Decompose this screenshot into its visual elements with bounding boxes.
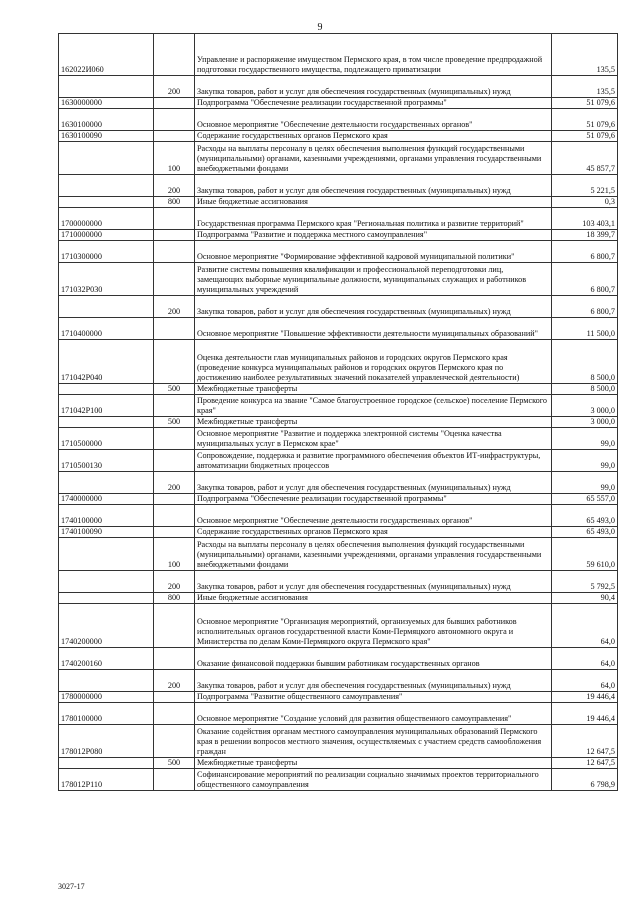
code-cell: 1710300000 — [59, 241, 154, 263]
code-cell: 1710500130 — [59, 450, 154, 472]
amount-cell: 6 800,7 — [552, 263, 618, 296]
code-cell: 1740000000 — [59, 494, 154, 505]
description-cell: Основное мероприятие "Организация мероприятий, организуемых для бывших работников исполнительных органов государственной власти Коми-Пермяцкого автономного округа и Министерства по делам Коми-Пермяцкого округа Пермского края" — [195, 604, 552, 648]
table-row — [59, 670, 618, 692]
expense-type-cell — [154, 241, 195, 263]
description-cell: Оценка деятельности глав муниципальных районов и городских округов Пермского края (проведение конкурса муниципальных районов и городских округов Пермского края по достижению наиболее результативных значений показателей управленческой деятельности) — [195, 340, 552, 384]
expense-type-cell — [154, 109, 195, 131]
expense-type-cell: 200 — [154, 76, 195, 98]
code-cell: 1710400000 — [59, 318, 154, 340]
description-cell: Содержание государственных органов Пермского края — [195, 131, 552, 142]
description-cell: Основное мероприятие "Развитие и поддержка электронной системы "Оценка качества муниципальных услуг в Пермском крае" — [195, 428, 552, 450]
description-cell: Основное мероприятие "Создание условий для развития общественного самоуправления" — [195, 703, 552, 725]
expense-type-cell — [154, 395, 195, 417]
description-cell: Оказание содействия органам местного самоуправления муниципальных образований Пермского края в решении вопросов местного значения, осуществляемых с участием средств самообложения граждан — [195, 725, 552, 758]
table-row — [59, 428, 618, 450]
amount-cell: 45 857,7 — [552, 142, 618, 175]
table-row — [59, 142, 618, 175]
code-cell — [59, 76, 154, 98]
table-row — [59, 648, 618, 670]
amount-cell: 103 403,1 — [552, 208, 618, 230]
expense-type-cell: 100 — [154, 538, 195, 571]
description-cell: Закупка товаров, работ и услуг для обеспечения государственных (муниципальных) нужд — [195, 571, 552, 593]
table-row — [59, 395, 618, 417]
table-row — [59, 417, 618, 428]
description-cell: Основное мероприятие "Обеспечение деятельности государственных органов" — [195, 109, 552, 131]
table-row — [59, 538, 618, 571]
description-cell: Проведение конкурса на звание "Самое благоустроенное городское (сельское) поселение Пермского края" — [195, 395, 552, 417]
code-cell — [59, 296, 154, 318]
description-cell: Иные бюджетные ассигнования — [195, 197, 552, 208]
table-row — [59, 34, 618, 76]
description-cell: Подпрограмма "Обеспечение реализации государственной программы" — [195, 494, 552, 505]
code-cell: 1630100090 — [59, 131, 154, 142]
amount-cell: 59 610,0 — [552, 538, 618, 571]
description-cell: Расходы на выплаты персоналу в целях обеспечения выполнения функций государственными (муниципальными) органами, казенными учреждениями, органами управления государственными внебюджетными фондами — [195, 142, 552, 175]
expense-type-cell: 500 — [154, 384, 195, 395]
expense-type-cell: 200 — [154, 571, 195, 593]
table-row — [59, 131, 618, 142]
amount-cell: 135,5 — [552, 76, 618, 98]
amount-cell: 5 221,5 — [552, 175, 618, 197]
table-row — [59, 472, 618, 494]
code-cell: 1630100000 — [59, 109, 154, 131]
amount-cell: 3 000,0 — [552, 417, 618, 428]
amount-cell: 99,0 — [552, 472, 618, 494]
code-cell — [59, 571, 154, 593]
table-row — [59, 296, 618, 318]
code-cell: 1700000000 — [59, 208, 154, 230]
code-cell: 1740100000 — [59, 505, 154, 527]
amount-cell: 51 079,6 — [552, 109, 618, 131]
description-cell: Межбюджетные трансферты — [195, 384, 552, 395]
amount-cell: 3 000,0 — [552, 395, 618, 417]
table-row — [59, 76, 618, 98]
expense-type-cell — [154, 769, 195, 791]
code-cell — [59, 593, 154, 604]
amount-cell: 64,0 — [552, 670, 618, 692]
amount-cell: 64,0 — [552, 648, 618, 670]
table-row — [59, 692, 618, 703]
amount-cell: 65 557,0 — [552, 494, 618, 505]
amount-cell: 12 647,5 — [552, 725, 618, 758]
table-row — [59, 527, 618, 538]
code-cell: 1710500000 — [59, 428, 154, 450]
table-row — [59, 604, 618, 648]
expense-type-cell: 800 — [154, 197, 195, 208]
expense-type-cell — [154, 505, 195, 527]
code-cell: 1630000000 — [59, 98, 154, 109]
description-cell: Основное мероприятие "Повышение эффективности деятельности муниципальных образований" — [195, 318, 552, 340]
table-row — [59, 109, 618, 131]
table-row — [59, 571, 618, 593]
amount-cell: 6 798,9 — [552, 769, 618, 791]
description-cell: Подпрограмма "Обеспечение реализации государственной программы" — [195, 98, 552, 109]
expense-type-cell — [154, 131, 195, 142]
expense-type-cell — [154, 604, 195, 648]
code-cell: 1740100090 — [59, 527, 154, 538]
amount-cell: 51 079,6 — [552, 98, 618, 109]
code-cell — [59, 142, 154, 175]
description-cell: Основное мероприятие "Формирование эффективной кадровой муниципальной политики" — [195, 241, 552, 263]
table-row — [59, 769, 618, 791]
amount-cell: 5 792,5 — [552, 571, 618, 593]
table-row — [59, 340, 618, 384]
description-cell: Софинансирование мероприятий по реализации социально значимых проектов территориального общественного самоуправления — [195, 769, 552, 791]
table-row — [59, 703, 618, 725]
amount-cell: 12 647,5 — [552, 758, 618, 769]
amount-cell: 6 800,7 — [552, 241, 618, 263]
expense-type-cell: 200 — [154, 670, 195, 692]
code-cell: 171032Р030 — [59, 263, 154, 296]
expense-type-cell — [154, 340, 195, 384]
table-row — [59, 505, 618, 527]
amount-cell: 8 500,0 — [552, 384, 618, 395]
footer-code: 3027-17 — [58, 882, 85, 891]
code-cell — [59, 670, 154, 692]
amount-cell: 0,3 — [552, 197, 618, 208]
description-cell: Подпрограмма "Развитие общественного самоуправления" — [195, 692, 552, 703]
description-cell: Содержание государственных органов Пермского края — [195, 527, 552, 538]
description-cell: Межбюджетные трансферты — [195, 758, 552, 769]
description-cell: Сопровождение, поддержка и развитие программного обеспечения объектов ИТ-инфраструктуры, автоматизации бюджетных процессов — [195, 450, 552, 472]
code-cell: 1780000000 — [59, 692, 154, 703]
description-cell: Закупка товаров, работ и услуг для обеспечения государственных (муниципальных) нужд — [195, 175, 552, 197]
table-row — [59, 450, 618, 472]
expense-type-cell: 500 — [154, 758, 195, 769]
expense-type-cell — [154, 450, 195, 472]
table-row — [59, 208, 618, 230]
table-row — [59, 197, 618, 208]
table-row — [59, 593, 618, 604]
amount-cell: 8 500,0 — [552, 340, 618, 384]
amount-cell: 135,5 — [552, 34, 618, 76]
code-cell: 1740200000 — [59, 604, 154, 648]
table-row — [59, 384, 618, 395]
description-cell: Развитие системы повышения квалификации и профессиональной переподготовки лиц, замещающих выборные муниципальные должности, муниципальных служащих и работников муниципальных учреждений — [195, 263, 552, 296]
expense-type-cell — [154, 230, 195, 241]
table-row — [59, 230, 618, 241]
amount-cell: 19 446,4 — [552, 703, 618, 725]
amount-cell: 99,0 — [552, 428, 618, 450]
expense-type-cell — [154, 703, 195, 725]
description-cell: Управление и распоряжение имуществом Пермского края, в том числе проведение предпродажной подготовки государственного имущества, подлежащего приватизации — [195, 34, 552, 76]
description-cell: Закупка товаров, работ и услуг для обеспечения государственных (муниципальных) нужд — [195, 76, 552, 98]
expense-type-cell: 800 — [154, 593, 195, 604]
table-row — [59, 758, 618, 769]
description-cell: Подпрограмма "Развитие и поддержка местного самоуправления" — [195, 230, 552, 241]
amount-cell: 64,0 — [552, 604, 618, 648]
description-cell: Закупка товаров, работ и услуг для обеспечения государственных (муниципальных) нужд — [195, 670, 552, 692]
code-cell — [59, 175, 154, 197]
table-row — [59, 175, 618, 197]
code-cell — [59, 197, 154, 208]
description-cell: Оказание финансовой поддержки бывшим работникам государственных органов — [195, 648, 552, 670]
expense-type-cell — [154, 318, 195, 340]
description-cell: Расходы на выплаты персоналу в целях обеспечения выполнения функций государственными (муниципальными) органами, казенными учреждениями, органами управления государственными внебюджетными фондами — [195, 538, 552, 571]
expense-type-cell — [154, 34, 195, 76]
expense-type-cell: 200 — [154, 472, 195, 494]
expense-type-cell — [154, 527, 195, 538]
code-cell: 178012Р080 — [59, 725, 154, 758]
expense-type-cell — [154, 692, 195, 703]
amount-cell: 65 493,0 — [552, 505, 618, 527]
code-cell — [59, 538, 154, 571]
code-cell — [59, 417, 154, 428]
table-row — [59, 494, 618, 505]
description-cell: Государственная программа Пермского края "Региональная политика и развитие территорий" — [195, 208, 552, 230]
amount-cell: 65 493,0 — [552, 527, 618, 538]
table-row — [59, 241, 618, 263]
expense-type-cell — [154, 648, 195, 670]
amount-cell: 90,4 — [552, 593, 618, 604]
expense-type-cell — [154, 208, 195, 230]
description-cell: Закупка товаров, работ и услуг для обеспечения государственных (муниципальных) нужд — [195, 472, 552, 494]
code-cell: 1780100000 — [59, 703, 154, 725]
amount-cell: 11 500,0 — [552, 318, 618, 340]
code-cell: 171042Р100 — [59, 395, 154, 417]
expense-type-cell: 200 — [154, 296, 195, 318]
code-cell: 178012Р110 — [59, 769, 154, 791]
expense-type-cell: 200 — [154, 175, 195, 197]
expense-type-cell — [154, 98, 195, 109]
amount-cell: 19 446,4 — [552, 692, 618, 703]
budget-table-body — [59, 34, 618, 791]
code-cell: 171042Р040 — [59, 340, 154, 384]
amount-cell: 51 079,6 — [552, 131, 618, 142]
code-cell: 1710000000 — [59, 230, 154, 241]
amount-cell: 18 399,7 — [552, 230, 618, 241]
expense-type-cell — [154, 494, 195, 505]
expense-type-cell: 500 — [154, 417, 195, 428]
description-cell: Межбюджетные трансферты — [195, 417, 552, 428]
table-row — [59, 318, 618, 340]
code-cell: 1740200160 — [59, 648, 154, 670]
amount-cell: 6 800,7 — [552, 296, 618, 318]
table-row — [59, 98, 618, 109]
expense-type-cell — [154, 725, 195, 758]
expense-type-cell — [154, 263, 195, 296]
table-row — [59, 263, 618, 296]
description-cell: Иные бюджетные ассигнования — [195, 593, 552, 604]
table-row — [59, 725, 618, 758]
code-cell — [59, 758, 154, 769]
expense-type-cell — [154, 428, 195, 450]
code-cell — [59, 384, 154, 395]
code-cell: 162022И060 — [59, 34, 154, 76]
description-cell: Основное мероприятие "Обеспечение деятельности государственных органов" — [195, 505, 552, 527]
expense-type-cell: 100 — [154, 142, 195, 175]
description-cell: Закупка товаров, работ и услуг для обеспечения государственных (муниципальных) нужд — [195, 296, 552, 318]
page-number: 9 — [317, 22, 323, 33]
amount-cell: 99,0 — [552, 450, 618, 472]
budget-table — [58, 33, 618, 791]
code-cell — [59, 472, 154, 494]
